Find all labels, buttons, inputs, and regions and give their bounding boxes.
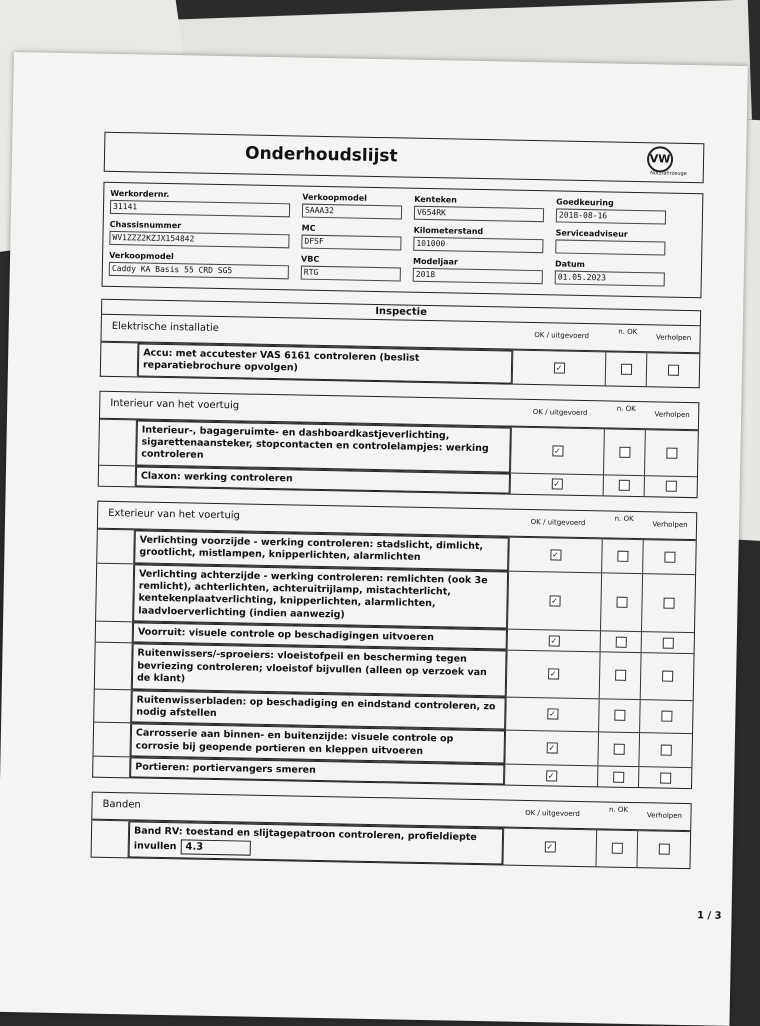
item-text: Voorruit: visuele controle op beschadigingen uitvoeren	[137, 626, 435, 644]
checkbox-verholpen[interactable]	[660, 772, 671, 783]
checkbox-verholpen[interactable]	[664, 551, 675, 562]
row-spacer	[93, 757, 130, 778]
form-header	[104, 132, 705, 184]
row-spacer	[99, 465, 136, 486]
checkbox-n-ok[interactable]	[613, 744, 624, 755]
item-description	[136, 420, 511, 472]
verkoopmodel-code-value: SAAA32	[302, 204, 402, 220]
verkoopmodel-value: Caddy KA Basis 55 CRD SG5	[109, 262, 289, 279]
section-title: Elektrische installatie	[111, 320, 219, 334]
checkbox-ok[interactable]: ✓	[551, 479, 562, 490]
checkbox-ok[interactable]: ✓	[549, 595, 560, 606]
row-spacer	[92, 821, 130, 857]
checkbox-verholpen[interactable]	[660, 745, 671, 756]
section-title: Banden	[102, 799, 141, 811]
vbc-label: VBC	[300, 254, 320, 264]
section-title: Interieur van het voertuig	[110, 397, 240, 412]
checkbox-ok[interactable]: ✓	[548, 669, 559, 680]
brand-label: Nutzfahrzeuge	[650, 170, 687, 177]
col-n-ok-header: n. OK	[618, 327, 638, 337]
checklist-row	[96, 562, 695, 632]
mc-label: MC	[301, 223, 316, 233]
serviceadviseur-value	[555, 239, 665, 255]
checkbox-ok[interactable]: ✓	[553, 362, 564, 373]
checkbox-verholpen[interactable]	[663, 598, 674, 609]
checklist-section	[92, 501, 697, 790]
col-verholpen-header: Verholpen	[655, 333, 692, 343]
datum-value: 01.05.2023	[555, 270, 665, 286]
werkorder-label: Werkordernr.	[110, 188, 170, 200]
chassis-label: Chassisnummer	[109, 219, 182, 231]
col-ok-header: OK / uitgevoerd	[534, 331, 590, 341]
section-title: Exterieur van het voertuig	[108, 507, 241, 522]
item-text: Band RV: toestand en slijtagepatroon controleren, profieldiepte invullen	[133, 825, 477, 852]
row-spacer	[95, 643, 133, 689]
item-text: Ruitenwisserbladen: op beschadiging en eindstand controleren, zo nodig afstellen	[136, 693, 496, 719]
modeljaar-label: Modeljaar	[412, 256, 458, 267]
item-description	[132, 644, 507, 696]
col-verholpen-header: Verholpen	[652, 520, 688, 530]
item-text: Verlichting voorzijde - werking controleren: stadslicht, dimlicht, grootlicht, mistlampen, knipperlichten, alarmlichten	[139, 534, 484, 564]
item-description	[129, 822, 504, 865]
checklist-sections	[91, 315, 701, 869]
km-label: Kilometerstand	[413, 225, 484, 237]
vw-logo-icon: VW	[647, 146, 673, 172]
row-spacer	[94, 689, 132, 722]
maintenance-form	[0, 52, 748, 1026]
col-n-ok-header: n. OK	[614, 514, 634, 524]
checkbox-n-ok[interactable]	[613, 771, 624, 782]
km-value: 101000	[413, 237, 543, 253]
goedkeuring-label: Goedkeuring	[556, 197, 614, 208]
row-spacer	[99, 419, 137, 465]
col-ok-header: OK / uitgevoerd	[525, 809, 580, 819]
checkbox-n-ok[interactable]	[615, 636, 626, 647]
checkbox-ok[interactable]: ✓	[548, 635, 559, 646]
checkbox-ok[interactable]: ✓	[547, 709, 558, 720]
checkbox-ok[interactable]: ✓	[550, 549, 561, 560]
checkbox-n-ok[interactable]	[615, 670, 626, 681]
checkbox-n-ok[interactable]	[611, 843, 622, 854]
mc-value: DFSF	[301, 235, 401, 251]
col-ok-header: OK / uitgevoerd	[532, 407, 588, 417]
chassis-value: WV1ZZZ2KZJX154842	[109, 231, 289, 248]
vbc-value: RTG	[301, 266, 401, 282]
checkbox-ok[interactable]: ✓	[546, 742, 557, 753]
measurement-field[interactable]: 4.3	[180, 839, 250, 855]
checkbox-n-ok[interactable]	[614, 710, 625, 721]
checklist-section	[100, 315, 701, 388]
goedkeuring-value: 2018-08-16	[556, 208, 666, 224]
checkbox-ok[interactable]: ✓	[552, 445, 563, 456]
page-number: 1 / 3	[696, 910, 722, 922]
verkoopmodel-label: Verkoopmodel	[109, 250, 174, 262]
serviceadviseur-label: Serviceadviseur	[555, 228, 628, 239]
row-spacer	[96, 563, 134, 621]
col-ok-header: OK / uitgevoerd	[530, 518, 586, 528]
checkbox-verholpen[interactable]	[658, 844, 669, 855]
checkbox-ok[interactable]: ✓	[546, 770, 557, 781]
col-n-ok-header: n. OK	[616, 404, 636, 413]
checkbox-verholpen[interactable]	[661, 711, 672, 722]
checkbox-n-ok[interactable]	[618, 480, 629, 491]
item-text: Carrosserie aan binnen- en buitenzijde: visuele controle op corrosie bij geopende portieren en kleppen uitvoeren	[135, 727, 454, 757]
inspectie-heading: Inspectie	[101, 299, 701, 327]
item-text: Accu: met accutester VAS 6161 controleren (beslist reparatiebrochure opvolgen)	[142, 347, 420, 374]
checkbox-n-ok[interactable]	[619, 446, 630, 457]
item-text: Ruitenwissers/-sproeiers: vloeistofpeil en bescherming tegen bevriezing controleren; vloeistof bijvullen (alleen op verzoek van de klant)	[136, 647, 487, 685]
row-spacer	[94, 723, 132, 756]
checkbox-verholpen[interactable]	[665, 481, 676, 492]
datum-label: Datum	[554, 259, 586, 269]
vehicle-info	[102, 182, 704, 298]
checklist-section	[91, 792, 692, 869]
col-verholpen-header: Verholpen	[654, 410, 690, 419]
verkoopmodel-code-label: Verkoopmodel	[302, 192, 368, 203]
row-spacer	[96, 622, 133, 643]
checkbox-verholpen[interactable]	[666, 447, 677, 458]
checkbox-verholpen[interactable]	[662, 637, 673, 648]
checkbox-n-ok[interactable]	[616, 597, 627, 608]
item-text: Claxon: werking controleren	[140, 470, 293, 485]
checkbox-n-ok[interactable]	[620, 364, 631, 375]
col-n-ok-header: n. OK	[608, 805, 629, 815]
checklist-section	[98, 390, 700, 498]
form-title: Onderhoudslijst	[244, 143, 398, 167]
item-description	[133, 564, 508, 629]
row-spacer	[97, 530, 135, 563]
kenteken-value: V654RK	[414, 206, 544, 222]
item-description	[138, 343, 513, 383]
checkbox-ok[interactable]: ✓	[544, 842, 555, 853]
modeljaar-value: 2018	[413, 268, 543, 284]
item-text: Interieur-, bagageruimte- en dashboardkastjeverlichting, sigarettenaansteker, stopcontacten en controlelampjes: werking controleren	[141, 424, 489, 462]
col-verholpen-header: Verholpen	[646, 811, 683, 821]
item-text: Verlichting achterzijde - werking controleren: remlichten (ook 3e remlicht), achterlichten, achteruitrijlamp, mistachterlicht, kentekenplaatverlichting, knipperlichten, alarmlichten, laadvloerverlichting (indien aanwezig)	[138, 568, 488, 621]
checkbox-n-ok[interactable]	[617, 551, 628, 562]
checkbox-verholpen[interactable]	[662, 671, 673, 682]
werkorder-value: 31141	[110, 200, 290, 217]
item-text: Portieren: portiervangers smeren	[135, 761, 316, 776]
row-spacer	[101, 343, 139, 376]
kenteken-label: Kenteken	[414, 194, 457, 205]
checkbox-verholpen[interactable]	[667, 364, 678, 375]
